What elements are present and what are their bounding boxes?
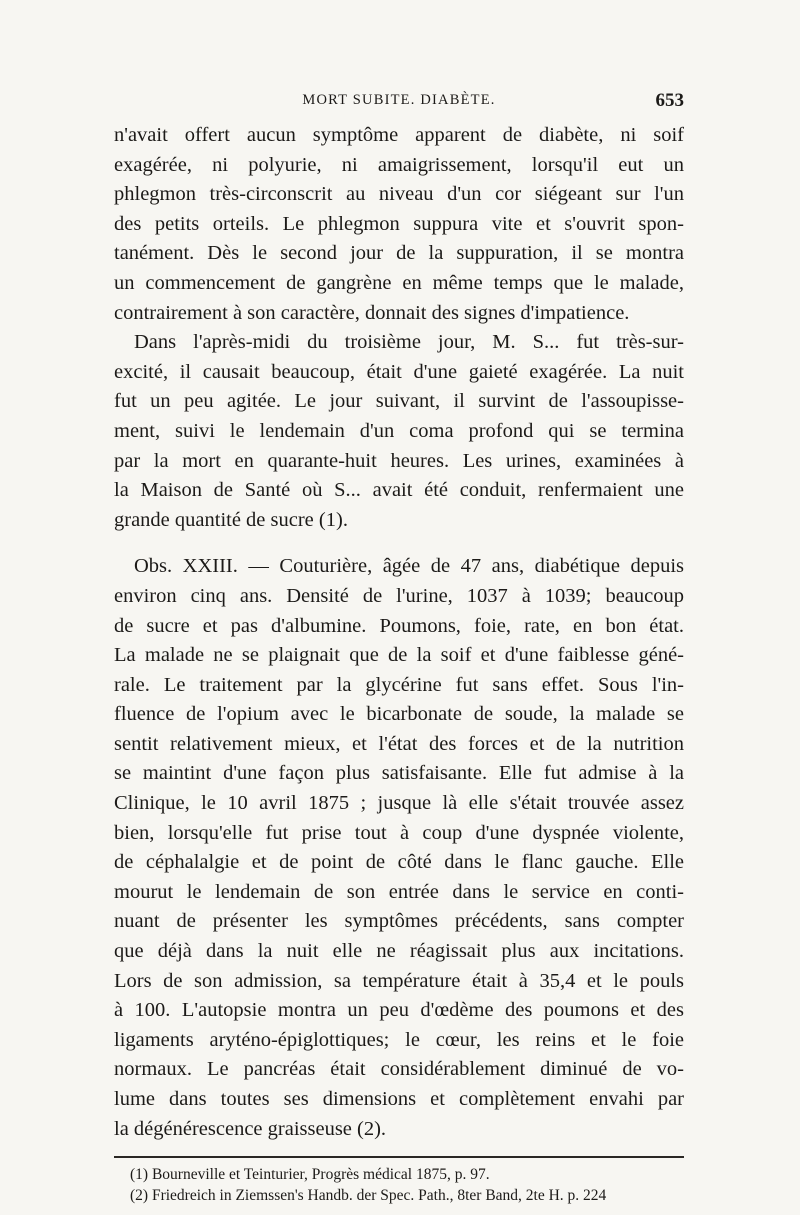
text-line: lume dans toutes ses dimensions et complètement envahi par [114,1088,684,1110]
text-line: que déjà dans la nuit elle ne réagissait plus aux incitations. [114,940,684,963]
footnotes [114,1164,684,1206]
text-line: tanément. Dès le second jour de la suppuration, il se montra [114,242,684,265]
text-line: de sucre et pas d'albumine. Poumons, foie, rate, en bon état. [114,614,684,637]
text-line: rale. Le traitement par la glycérine fut sans effet. Sous l'in- [114,673,684,696]
running-title: MORT SUBITE. DIABÈTE. [302,92,496,108]
text-line: la dégénérescence graisseuse (2). [114,1117,387,1140]
text-line: un commencement de gangrène en même temps que le malade, [114,271,684,294]
paragraph [114,121,684,328]
text-line: à 100. L'autopsie montra un peu d'œdème des poumons et des [114,999,684,1022]
text-line: exagérée, ni polyurie, ni amaigrissement, lorsqu'il eut un [114,153,684,176]
body-text [114,121,684,1144]
paragraph-gap [114,535,684,552]
text-line: Clinique, le 10 avril 1875 ; jusque là elle s'était trouvée assez [114,792,684,815]
paragraph [114,552,684,1144]
text-line: par la mort en quarante-huit heures. Les urines, examinées à [114,449,684,472]
text-line: fut un peu agitée. Le jour suivant, il survint de l'assoupisse- [114,390,684,413]
text-line: se maintint d'une façon plus satisfaisante. Elle fut admise à la [114,762,684,785]
text-line: environ cinq ans. Densité de l'urine, 1037 à 1039; beaucoup [114,584,684,607]
text-line: Dans l'après-midi du troisième jour, M. S... fut très-sur- [134,331,684,354]
book-page [114,92,684,1206]
text-line: grande quantité de sucre (1). [114,508,348,531]
text-line: n'avait offert aucun symptôme apparent de diabète, ni soif [114,124,684,146]
text-line: La malade ne se plaignait que de la soif et d'une faiblesse géné- [114,644,684,667]
text-line: sentit relativement mieux, et l'état des forces et de la nutrition [114,732,684,755]
text-line: mourut le lendemain de son entrée dans le service en conti- [114,880,684,903]
text-line: bien, lorsqu'elle fut prise tout à coup d'une dyspnée violente, [114,821,684,844]
text-line: ment, suivi le lendemain d'un coma profond qui se termina [114,419,684,442]
text-line: des petits orteils. Le phlegmon suppura vite et s'ouvrit spon- [114,212,684,235]
text-line: de céphalalgie et de point de côté dans le flanc gauche. Elle [114,851,684,874]
text-line: fluence de l'opium avec le bicarbonate de soude, la malade se [114,703,684,726]
paragraph [114,328,684,535]
text-line: normaux. Le pancréas était considérablement diminué de vo- [114,1058,684,1081]
footnote: (2) Friedreich in Ziemssen's Handb. der Spec. Path., 8ter Band, 2te H. p. 224 [130,1187,607,1205]
text-line: Lors de son admission, sa température était à 35,4 et le pouls [114,969,684,992]
text-line: nuant de présenter les symptômes précédents, sans compter [114,910,684,933]
text-line: Obs. XXIII. — Couturière, âgée de 47 ans, diabétique depuis [134,555,684,578]
page-header [114,92,684,118]
text-line: contrairement à son caractère, donnait des signes d'impatience. [114,301,630,324]
footnote-rule [114,1156,684,1158]
text-line: ligaments aryténo-épiglottiques; le cœur, les reins et le foie [114,1028,684,1051]
footnote: (1) Bourneville et Teinturier, Progrès médical 1875, p. 97. [130,1166,490,1184]
page-number: 653 [655,90,684,111]
text-line: excité, il causait beaucoup, était d'une gaieté exagérée. La nuit [114,360,684,383]
text-line: la Maison de Santé où S... avait été conduit, renfermaient une [114,479,684,502]
text-line: phlegmon très-circonscrit au niveau d'un cor siégeant sur l'un [114,183,684,206]
